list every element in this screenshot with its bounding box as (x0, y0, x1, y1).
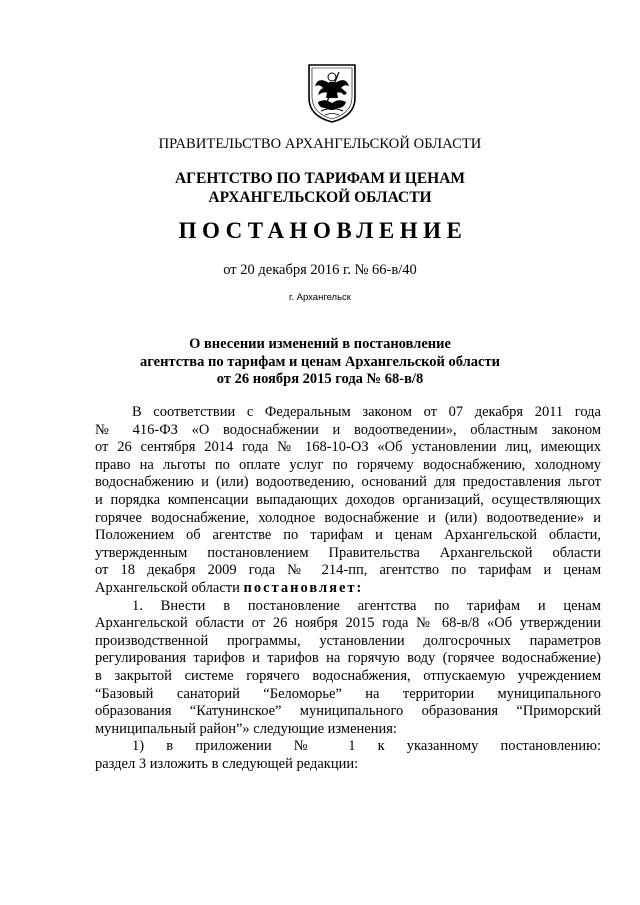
text-line: водоснабжению и (или) водоотведению, оснований для предоставления льгот (95, 474, 601, 491)
text-line-prefix: Архангельской области (95, 579, 240, 596)
item-1-paragraph (95, 598, 601, 739)
text-line: муниципальный район”» следующие изменения: (95, 720, 397, 737)
resolves-word: постановляет: (243, 579, 364, 596)
agency-name (0, 169, 640, 207)
text-line: и порядка компенсации выпадающих доходов организаций, осуществляющих (95, 491, 601, 508)
text-line: утвержденным постановлением Правительства Архангельской области (95, 544, 601, 561)
text-line (95, 580, 601, 598)
text-line: “Базовый санаторий “Беломорье” на территории муниципального (95, 685, 601, 702)
text-line: образования “Катунинское” муниципального образования “Приморский (95, 703, 601, 720)
document-type: ПОСТАНОВЛЕНИЕ (178, 218, 468, 243)
text-line: Архангельской области от 26 ноября 2015 года № 68-в/8 «Об утверждении (95, 615, 601, 632)
agency-name-line-2: АРХАНГЕЛЬСКОЙ ОБЛАСТИ (208, 189, 432, 206)
text-line: право на льготы по оплате услуг по горячему водоснабжению, холодному (95, 456, 601, 473)
subject-line-3: от 26 ноября 2015 года № 68-в/8 (216, 371, 424, 387)
subject-line-1: О внесении изменений в постановление (189, 336, 451, 352)
document-body (95, 404, 601, 773)
text-line: раздел 3 изложить в следующей редакции: (95, 755, 359, 772)
text-line: производственной программы, установлении долгосрочных параметров (95, 632, 601, 649)
text-line: от 26 сентября 2014 года № 168-10-ОЗ «Об установлении лиц, имеющих (95, 439, 601, 456)
text-line: от 18 декабря 2009 года № 214-пп, агентство по тарифам и ценам (95, 562, 601, 579)
document-date-number: от 20 декабря 2016 г. № 66-в/40 (223, 262, 417, 278)
preamble-paragraph (95, 404, 601, 598)
government-name: ПРАВИТЕЛЬСТВО АРХАНГЕЛЬСКОЙ ОБЛАСТИ (158, 136, 482, 152)
archangel-coat-of-arms-icon (305, 62, 359, 124)
text-line: 1) в приложении № 1 к указанному постановлению: (132, 738, 601, 755)
text-line: 1. Внести в постановление агентства по тарифам и ценам (132, 597, 601, 614)
document-city: г. Архангельск (289, 292, 351, 303)
agency-name-line-1: АГЕНТСТВО ПО ТАРИФАМ И ЦЕНАМ (174, 170, 466, 187)
text-line: № 416-ФЗ «О водоснабжении и водоотведении», областным законом (95, 421, 601, 438)
document-subject (0, 336, 640, 389)
text-line: горячее водоснабжение, холодное водоснабжение и (или) водоотведение» и (95, 509, 601, 526)
text-line: В соответствии с Федеральным законом от 07 декабря 2011 года (132, 404, 601, 420)
text-line: регулирования тарифов и тарифов на горячую воду (горячее водоснабжение) (95, 650, 601, 667)
subitem-1-paragraph (95, 738, 601, 773)
text-line: Положением об агентстве по тарифам и ценам Архангельской области, (95, 527, 601, 544)
text-line: в закрытой системе горячего водоснабжения, отпускаемую учреждением (95, 667, 601, 684)
subject-line-2: агентства по тарифам и ценам Архангельской области (140, 353, 500, 370)
